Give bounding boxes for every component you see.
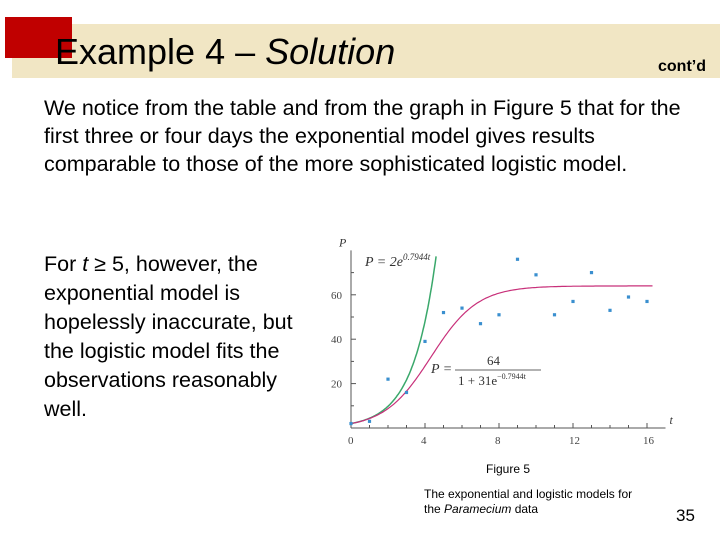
x-tick-label: 8 xyxy=(495,435,501,447)
continued-label: cont’d xyxy=(658,58,706,75)
data-point xyxy=(497,313,500,316)
data-point xyxy=(405,391,408,394)
caption-pre: The exponential and logistic models for the xyxy=(424,487,633,516)
left-rest: 5, however, the exponential model is hopelessly inaccurate, but the logistic model fits the observations reasonably well. xyxy=(44,252,293,421)
data-point xyxy=(516,258,519,261)
data-point xyxy=(479,322,482,325)
x-tick-label: 12 xyxy=(569,435,580,447)
y-tick-label: 20 xyxy=(331,378,342,391)
exponential-label: $P = 2e^{0.7944t}$ xyxy=(365,252,431,270)
caption-post: data xyxy=(511,502,539,516)
data-point xyxy=(627,295,630,298)
x-tick-label: 4 xyxy=(421,435,427,447)
y-axis-label: P xyxy=(339,236,347,250)
data-point xyxy=(349,422,352,425)
figure-caption xyxy=(424,487,639,517)
title-main: Example 4 – xyxy=(55,31,266,72)
logistic-curve xyxy=(351,286,653,424)
logistic-label-lhs: P = xyxy=(431,362,453,377)
x-axis-label: t xyxy=(669,413,673,427)
data-point xyxy=(645,300,648,303)
data-point xyxy=(571,300,574,303)
left-op: ≥ xyxy=(88,252,112,276)
data-point xyxy=(553,313,556,316)
exponential-label-exponent: 0.7944t xyxy=(402,252,431,262)
data-point xyxy=(590,271,593,274)
data-point xyxy=(460,307,463,310)
exponential-curve xyxy=(351,256,436,423)
logistic-label-exponent: −0.7944t xyxy=(497,372,526,381)
figure-title: Figure 5 xyxy=(486,462,531,476)
data-point xyxy=(608,309,611,312)
data-point xyxy=(368,420,371,423)
title-italic: Solution xyxy=(265,31,396,72)
y-tick-label: 60 xyxy=(331,289,342,302)
data-point xyxy=(386,378,389,381)
logistic-label-numerator: 64 xyxy=(487,353,500,368)
population-chart xyxy=(315,236,675,462)
caption-italic: Paramecium xyxy=(444,502,512,516)
left-pre: For xyxy=(44,252,83,276)
logistic-label-denominator: $1 + 31e^{-0.7944t}$ xyxy=(458,372,526,388)
data-point xyxy=(423,340,426,343)
intro-paragraph: We notice from the table and from the graph in Figure 5 that for the first three or four days the exponential model gives results comparable to those of the more sophisticated logistic model. xyxy=(44,96,681,176)
data-point xyxy=(442,311,445,314)
page-number: 35 xyxy=(676,506,695,525)
x-tick-label: 16 xyxy=(643,435,654,447)
x-tick-label: 0 xyxy=(348,435,354,447)
left-paragraph xyxy=(44,250,304,424)
left-var: t xyxy=(82,252,89,276)
data-point xyxy=(534,273,537,276)
slide-title xyxy=(55,30,395,74)
y-tick-label: 40 xyxy=(331,334,342,347)
